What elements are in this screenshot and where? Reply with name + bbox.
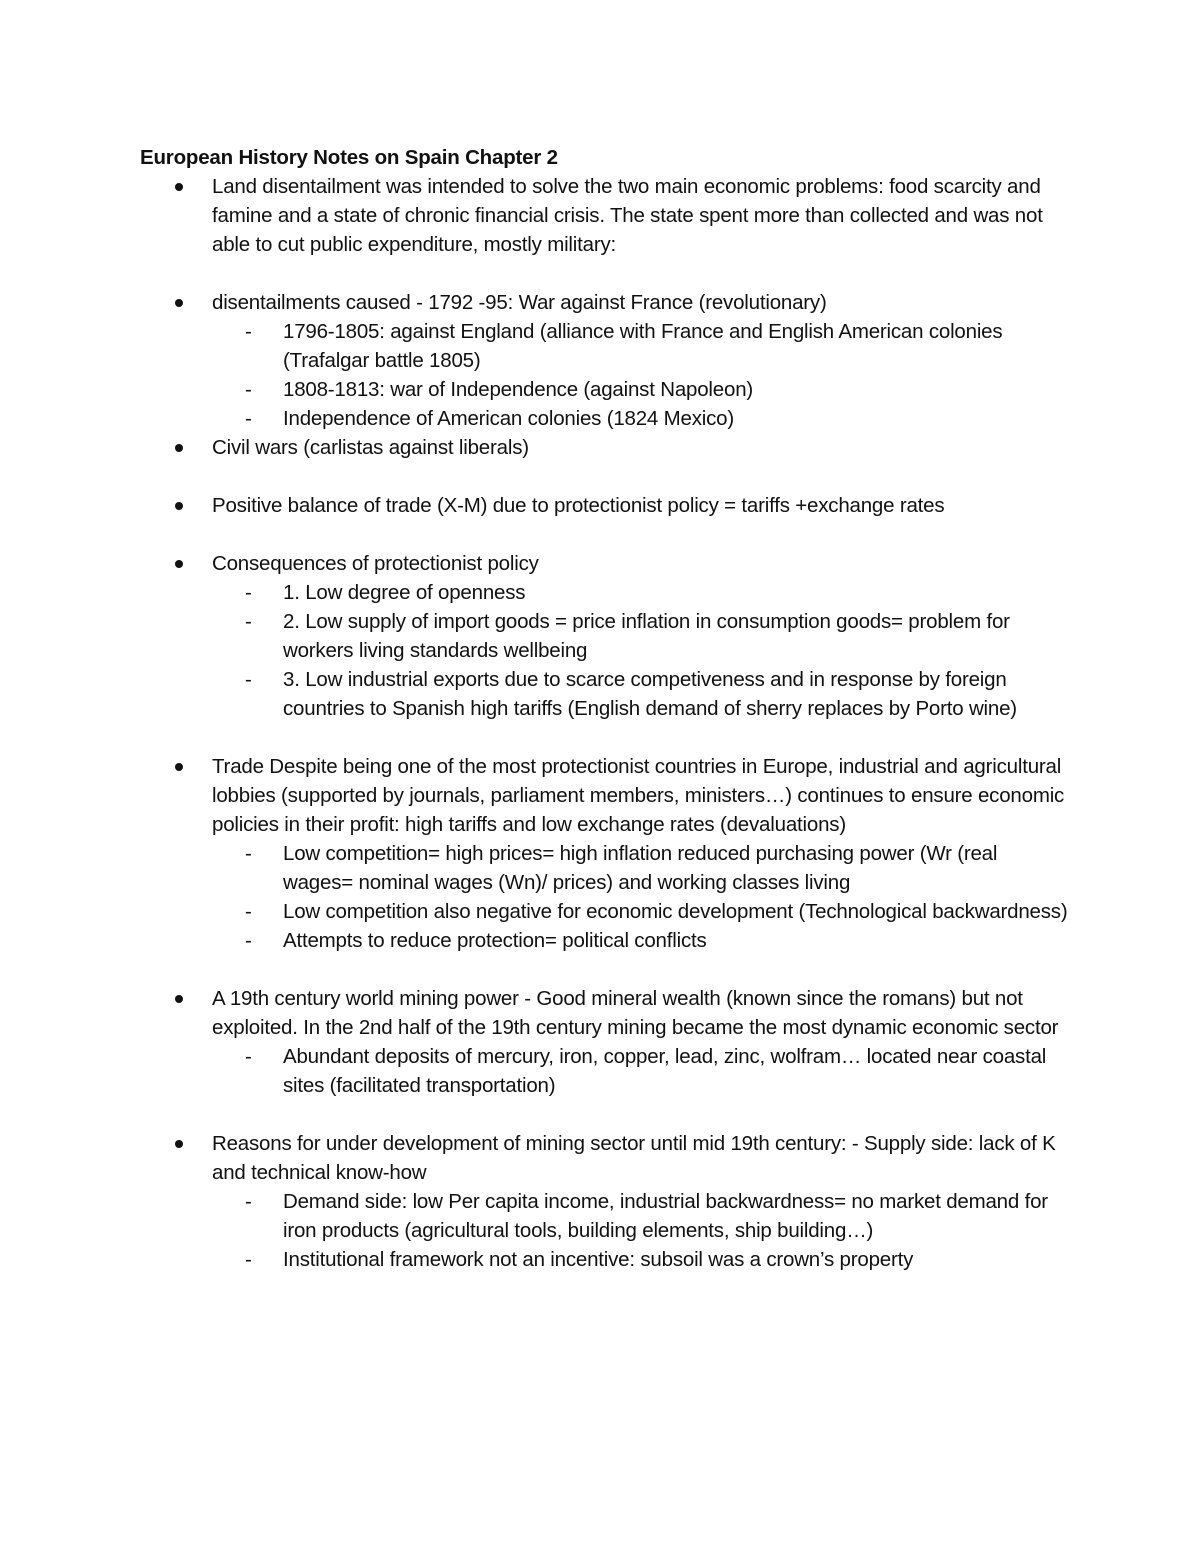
bullet-text: Consequences of protectionist policy	[212, 552, 539, 575]
bullet-item	[140, 491, 1070, 520]
bullet-dot-icon	[175, 502, 183, 510]
sub-item	[140, 926, 1070, 955]
bullet-text: Trade Despite being one of the most protectionist countries in Europe, industrial and agricultural lobbies (supported by journals, parliament members, ministers…) continues to ensure economic policies in their profit: high tariffs and low exchange rates (devaluations)	[212, 755, 1065, 836]
sub-item-text: 3. Low industrial exports due to scarce competiveness and in response by foreign countries to Spanish high tariffs (English demand of sherry replaces by Porto wine)	[283, 668, 1017, 720]
bullet-dot-icon	[175, 560, 183, 568]
sub-item-text: Abundant deposits of mercury, iron, copper, lead, zinc, wolfram… located near coastal sites (facilitated transportation)	[283, 1045, 1047, 1097]
sub-list	[140, 839, 1070, 955]
bullet-item	[140, 172, 1070, 259]
blank-line	[140, 1100, 1070, 1129]
bullet-item	[140, 288, 1070, 317]
bullet-text: Land disentailment was intended to solve the two main economic problems: food scarcity and famine and a state of chronic financial crisis. The state spent more than collected and was not able to cut public expenditure, mostly military:	[212, 175, 1043, 256]
sub-item	[140, 375, 1070, 404]
bullet-item	[140, 752, 1070, 839]
sub-item	[140, 897, 1070, 926]
dash-icon: -	[245, 1190, 252, 1213]
sub-list	[140, 1042, 1070, 1100]
sub-item	[140, 665, 1070, 723]
sub-list	[140, 317, 1070, 433]
sub-item	[140, 404, 1070, 433]
bullet-dot-icon	[175, 299, 183, 307]
sub-item	[140, 1042, 1070, 1100]
bullet-text: Civil wars (carlistas against liberals)	[212, 436, 529, 459]
bullet-item	[140, 549, 1070, 578]
bullet-item	[140, 1129, 1070, 1187]
blank-line	[140, 462, 1070, 491]
blank-line	[140, 259, 1070, 288]
sub-item	[140, 1245, 1070, 1274]
dash-icon: -	[245, 842, 252, 865]
bullet-dot-icon	[175, 763, 183, 771]
sub-item	[140, 839, 1070, 897]
document-body	[140, 143, 1070, 1274]
dash-icon: -	[245, 1045, 252, 1068]
sub-list	[140, 578, 1070, 723]
sub-item-text: Attempts to reduce protection= political conflicts	[283, 929, 707, 952]
bullet-text: disentailments caused - 1792 -95: War against France (revolutionary)	[212, 291, 827, 314]
sub-item-text: 1808-1813: war of Independence (against Napoleon)	[283, 378, 754, 401]
dash-icon: -	[245, 378, 252, 401]
blank-line	[140, 520, 1070, 549]
sub-item	[140, 1187, 1070, 1245]
bullet-dot-icon	[175, 444, 183, 452]
dash-icon: -	[245, 1248, 252, 1271]
bullet-dot-icon	[175, 183, 183, 191]
bullet-text: Reasons for under development of mining sector until mid 19th century: - Supply side: lack of K and technical know-how	[212, 1132, 1056, 1184]
sub-item-text: 1796-1805: against England (alliance with France and English American colonies (Trafalgar battle 1805)	[283, 320, 1003, 372]
bullet-item	[140, 433, 1070, 462]
dash-icon: -	[245, 407, 252, 430]
dash-icon: -	[245, 610, 252, 633]
sub-item-text: 1. Low degree of openness	[283, 581, 526, 604]
sub-item-text: Independence of American colonies (1824 Mexico)	[283, 407, 734, 430]
dash-icon: -	[245, 320, 252, 343]
sub-list	[140, 1187, 1070, 1274]
dash-icon: -	[245, 900, 252, 923]
sub-item-text: Demand side: low Per capita income, industrial backwardness= no market demand for iron products (agricultural tools, building elements, ship building…)	[283, 1190, 1048, 1242]
sub-item	[140, 607, 1070, 665]
bullet-dot-icon	[175, 995, 183, 1003]
bullet-dot-icon	[175, 1140, 183, 1148]
sub-item	[140, 578, 1070, 607]
dash-icon: -	[245, 668, 252, 691]
document-title: European History Notes on Spain Chapter 2	[140, 146, 558, 169]
bullet-text: A 19th century world mining power - Good mineral wealth (known since the romans) but not exploited. In the 2nd half of the 19th century mining became the most dynamic economic sector	[212, 987, 1059, 1039]
sub-item-text: Institutional framework not an incentive: subsoil was a crown’s property	[283, 1248, 914, 1271]
bullet-item	[140, 984, 1070, 1042]
sub-item-text: Low competition= high prices= high inflation reduced purchasing power (Wr (real wages= nominal wages (Wn)/ prices) and working classes living	[283, 842, 998, 894]
sub-item-text: Low competition also negative for economic development (Technological backwardness)	[283, 900, 1068, 923]
blank-line	[140, 723, 1070, 752]
dash-icon: -	[245, 929, 252, 952]
bullet-text: Positive balance of trade (X-M) due to protectionist policy = tariffs +exchange rates	[212, 494, 945, 517]
sub-item	[140, 317, 1070, 375]
dash-icon: -	[245, 581, 252, 604]
blank-line	[140, 955, 1070, 984]
sub-item-text: 2. Low supply of import goods = price inflation in consumption goods= problem for workers living standards wellbeing	[283, 610, 1010, 662]
